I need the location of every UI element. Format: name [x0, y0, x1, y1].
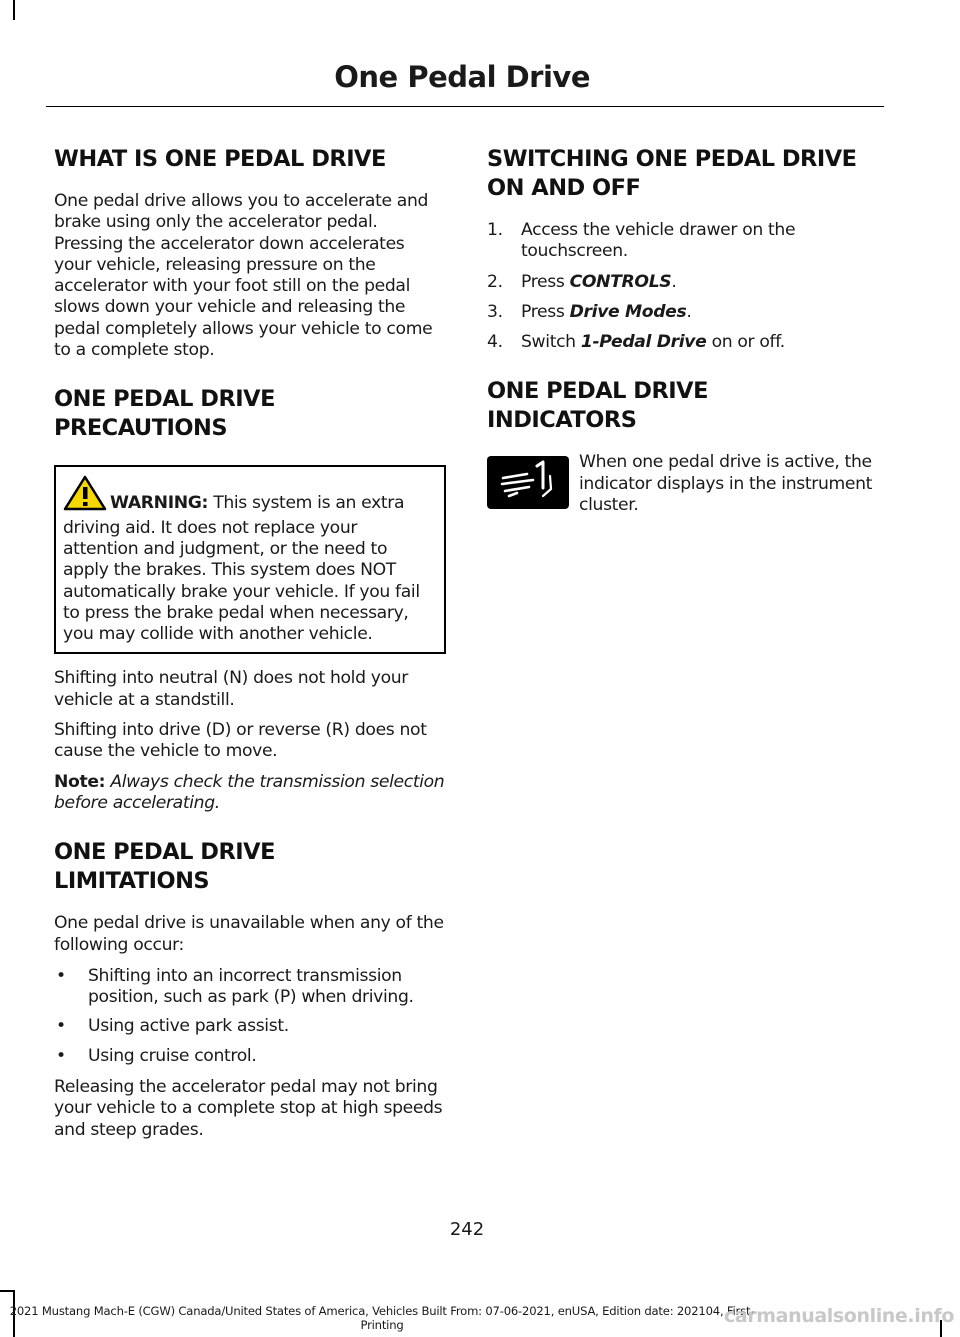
heading-line-2: LIMITATIONS: [54, 868, 210, 895]
step-emphasis: 1-Pedal Drive: [580, 332, 707, 353]
warning-triangle-icon: [63, 475, 107, 517]
bullet-symbol: •: [56, 965, 66, 986]
section-heading: [487, 145, 879, 203]
heading-line-2: ON AND OFF: [487, 175, 641, 201]
step-text: Press: [521, 301, 570, 322]
warning-label: WARNING:: [110, 493, 209, 514]
heading-line-1: SWITCHING ONE PEDAL DRIVE: [487, 146, 857, 172]
page-header-title: One Pedal Drive: [334, 60, 590, 94]
step-text: Access the vehicle drawer on the touchscreen.: [521, 220, 796, 262]
step-text: Switch: [521, 332, 581, 353]
bullet-symbol: •: [56, 1045, 66, 1066]
warning-text: This system is an extra driving aid. It does not replace your attention and judgment, or the need to apply the brakes. This system does NOT automatically brake your vehicle. If you fail to press the brake pedal when necessary, you may collide with another vehicle.: [63, 493, 420, 645]
limitations-list: [54, 966, 446, 1067]
step-item: [487, 332, 879, 353]
heading-line-1: ONE PEDAL DRIVE: [487, 378, 708, 405]
section-precautions: [54, 385, 446, 814]
warning-box: [54, 465, 446, 654]
indicator-description: When one pedal drive is active, the indicator displays in the instrument cluster.: [579, 452, 873, 516]
step-number: 2.: [487, 271, 503, 292]
section-heading: [54, 838, 446, 896]
watermark-text: carmanualsonline.info: [724, 1305, 954, 1327]
steps-list: [487, 220, 879, 353]
step-text: Press: [521, 271, 570, 292]
bullet-symbol: •: [56, 1016, 66, 1037]
step-emphasis: CONTROLS: [569, 271, 672, 292]
limitations-closing: Releasing the accelerator pedal may not bring your vehicle to a complete stop at high speeds and steep grades.: [54, 1077, 443, 1140]
note-label: Note:: [54, 771, 106, 792]
step-text-end: on or off.: [706, 332, 785, 353]
step-number: 4.: [487, 332, 503, 353]
paragraph-drive-reverse: Shifting into drive (D) or reverse (R) does not cause the vehicle to move.: [54, 720, 427, 762]
step-text-end: .: [671, 271, 677, 292]
note-text: Always check the transmission selection before accelerating.: [54, 771, 445, 813]
heading-line-2: INDICATORS: [487, 407, 637, 434]
step-number: 1.: [487, 220, 503, 240]
crop-mark-bottom-left-h: [0, 1290, 13, 1292]
crop-mark-top-left: [13, 0, 15, 20]
section-heading: [54, 385, 446, 443]
paragraph-neutral: Shifting into neutral (N) does not hold your vehicle at a standstill.: [54, 668, 408, 710]
step-item: [487, 272, 879, 293]
heading-line-1: ONE PEDAL DRIVE: [54, 386, 275, 413]
list-item: [54, 1046, 446, 1067]
step-text-end: .: [686, 301, 692, 322]
step-item: [487, 220, 879, 263]
limitations-intro: One pedal drive is unavailable when any of the following occur:: [54, 913, 444, 955]
footer-edition-text: 2021 Mustang Mach-E (CGW) Canada/United States of America, Vehicles Built From: 07-06-2021, enUSA, Edition date: 202104, First-Printing: [9, 1304, 755, 1332]
list-item: [54, 1016, 446, 1037]
step-number: 3.: [487, 301, 503, 322]
section-heading: WHAT IS ONE PEDAL DRIVE: [54, 146, 386, 172]
section-what-is: [54, 145, 446, 361]
step-emphasis: Drive Modes: [569, 301, 687, 322]
list-item: [54, 966, 446, 1009]
list-item-text: Shifting into an incorrect transmission position, such as park (P) when driving.: [88, 965, 414, 1008]
one-pedal-drive-indicator-icon: [487, 456, 569, 509]
section-body: One pedal drive allows you to accelerate and brake using only the accelerator pedal. Pressing the accelerator down accelerates your vehicle, releasing pressure on the accelerator with your foot still on the pedal slows down your vehicle and releasing the pedal completely allows your vehicle to come to a complete stop.: [54, 191, 433, 361]
heading-line-2: PRECAUTIONS: [54, 415, 228, 442]
note: [54, 772, 446, 815]
page-number: 242: [449, 1219, 485, 1240]
list-item-text: Using active park assist.: [88, 1016, 289, 1037]
section-indicators: [487, 377, 879, 532]
right-column: [487, 145, 879, 532]
section-limitations: [54, 838, 446, 1141]
left-column: [54, 145, 446, 1141]
header-divider: [46, 106, 884, 107]
list-item-text: Using cruise control.: [88, 1045, 257, 1066]
step-item: [487, 302, 879, 323]
precaution-paragraphs: [54, 668, 446, 814]
heading-line-1: ONE PEDAL DRIVE: [54, 839, 275, 866]
section-switching: [487, 145, 879, 353]
indicator-row: [487, 452, 879, 532]
section-heading: [487, 377, 879, 435]
